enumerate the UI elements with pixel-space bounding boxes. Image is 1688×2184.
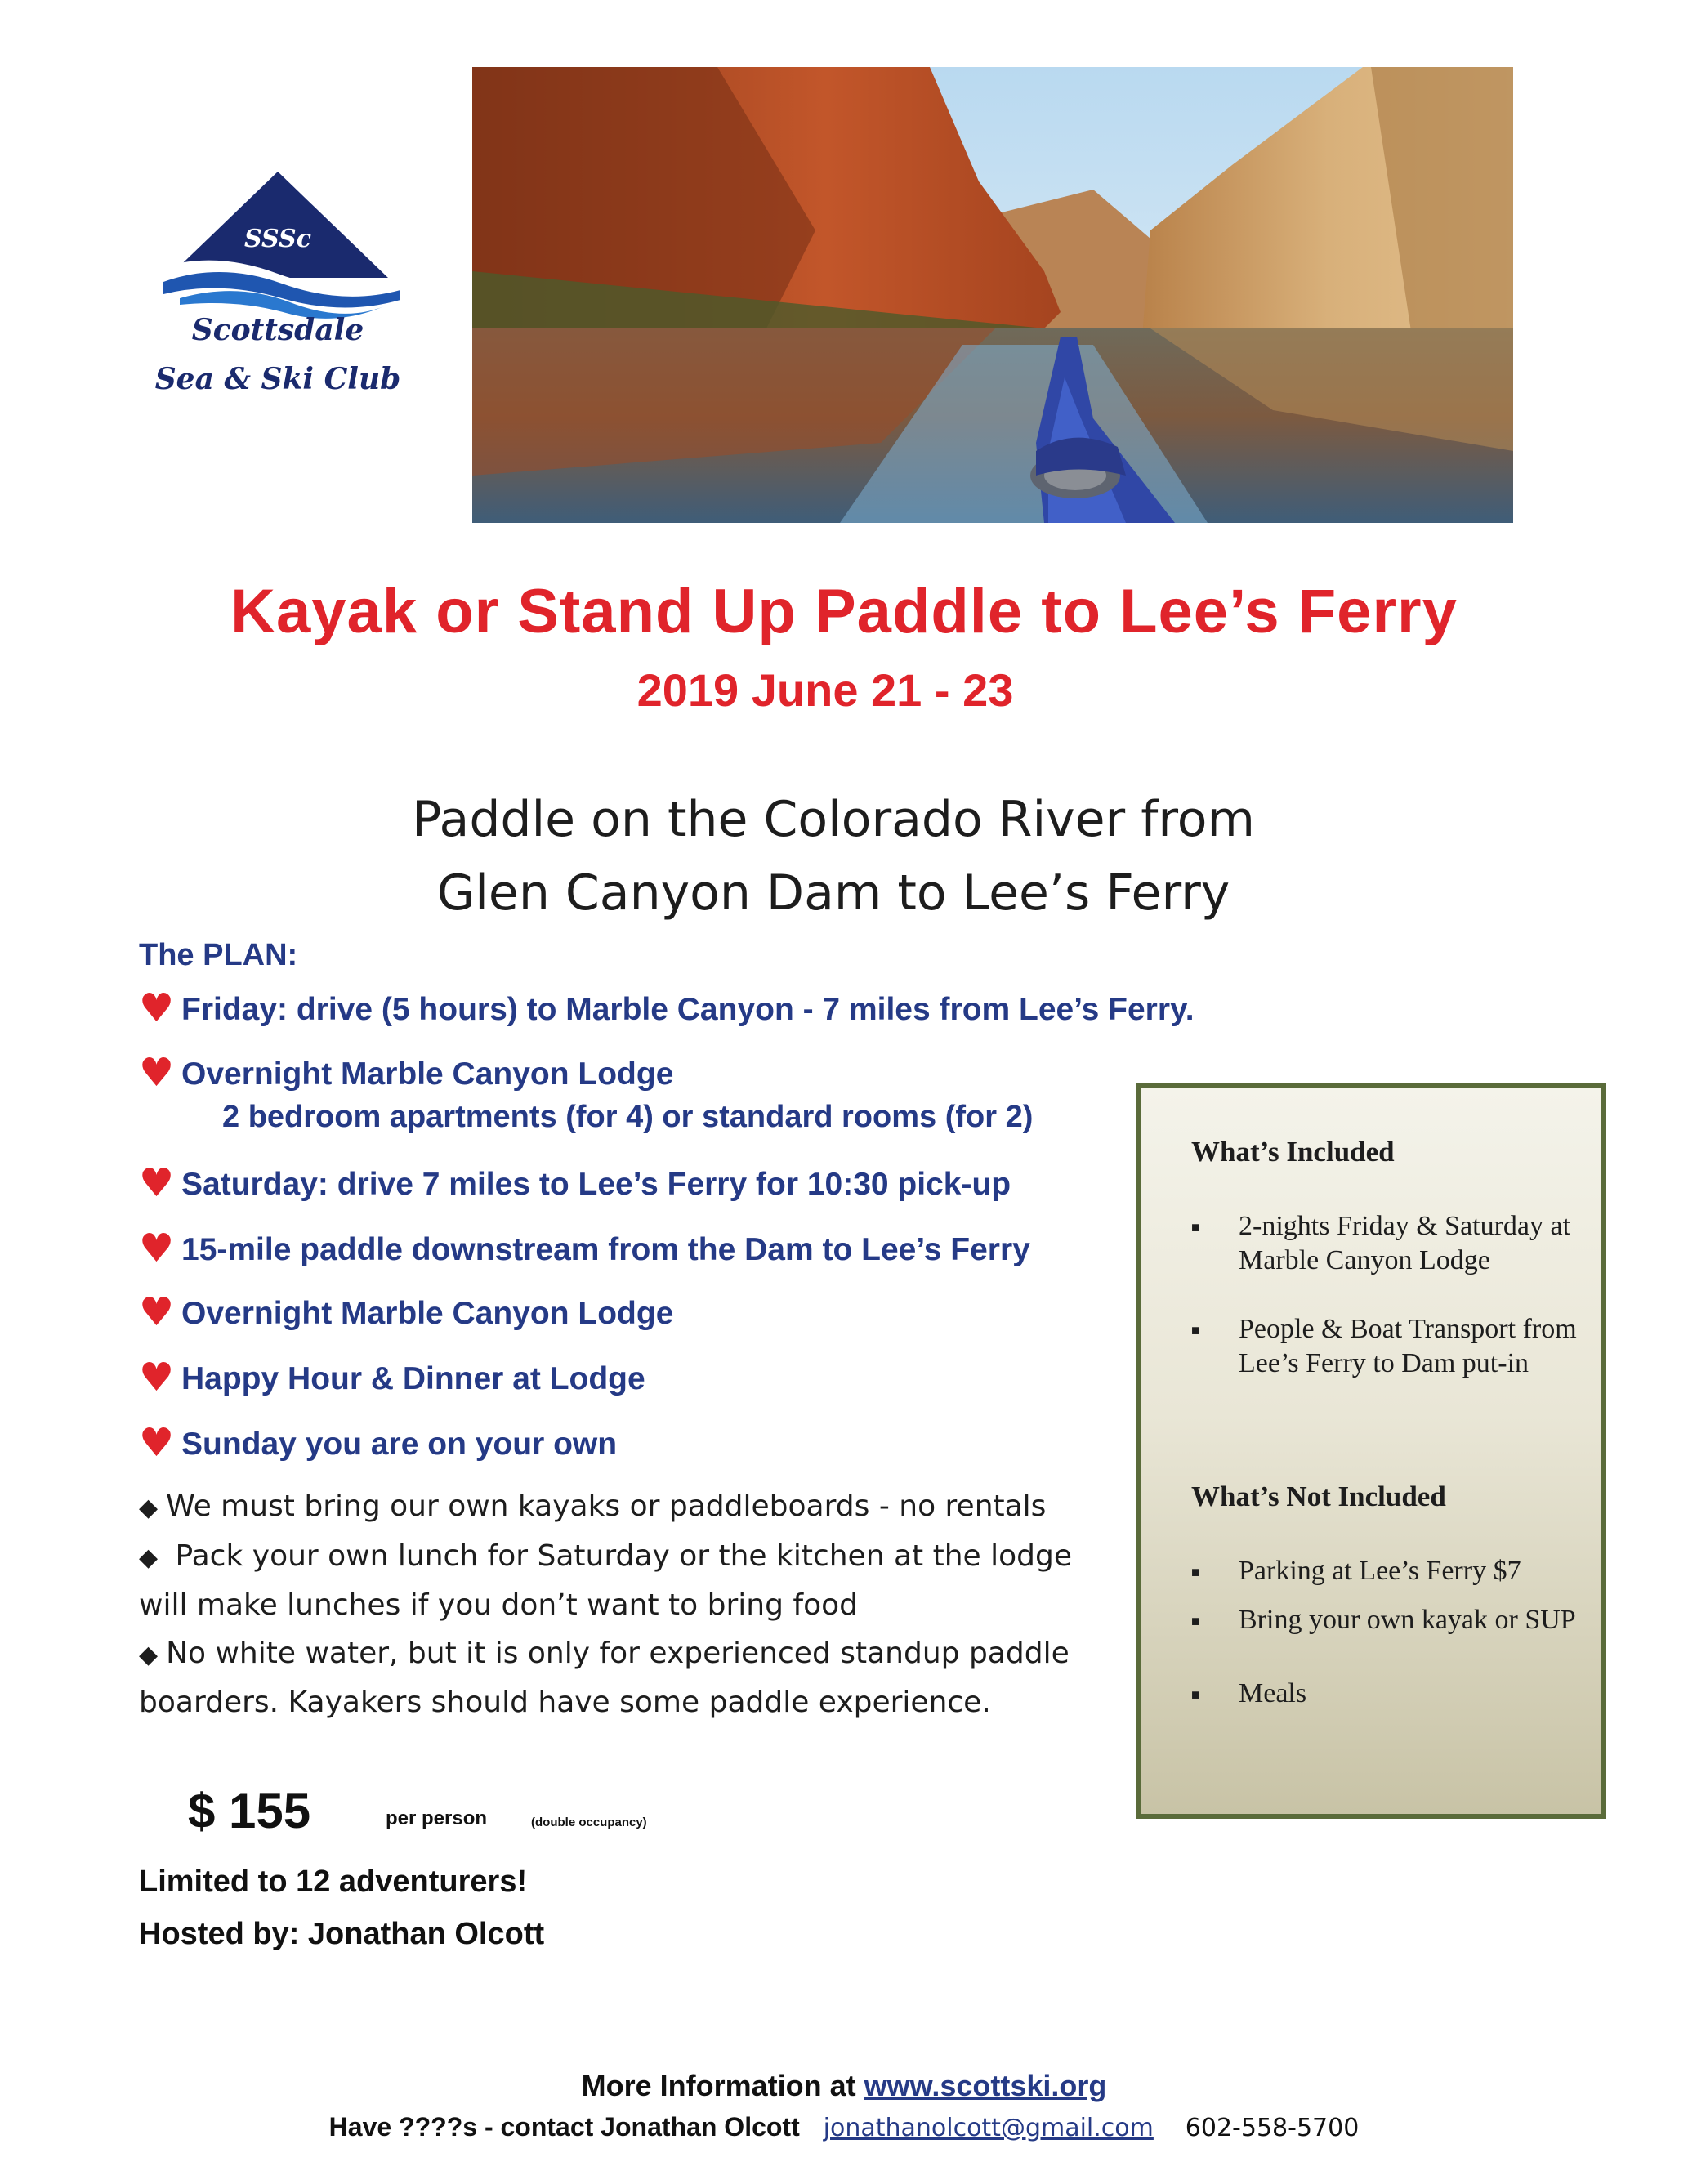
square-bullet-icon: ■ [1191,1564,1200,1580]
email-link[interactable]: jonathanolcott@gmail.com [823,2114,1154,2142]
heart-icon: ♥ [139,1050,175,1096]
subtitle-line-2: Glen Canyon Dam to Lee’s Ferry [436,864,1230,922]
event-dates: 2019 June 21 - 23 [636,664,1014,716]
square-bullet-icon: ■ [1191,1219,1200,1235]
heart-icon: ♥ [139,1160,175,1206]
heart-icon: ♥ [139,1226,175,1271]
phone-number: 602-558-5700 [1185,2114,1360,2142]
plan-item: ♥ Overnight Marble Canyon Lodge [139,1050,674,1096]
price-note: (double occupancy) [531,1816,647,1829]
plan-item: ♥ Happy Hour & Dinner at Lodge [139,1355,645,1400]
plan-item: ♥ Saturday: drive 7 miles to Lee’s Ferry for 10:30 pick-up [139,1160,1011,1206]
not-included-heading: What’s Not Included [1191,1481,1446,1512]
plan-item: ♥ Sunday you are on your own [139,1420,618,1466]
note-item: ◆ We must bring our own kayaks or paddleboards - no rentals [139,1489,1047,1523]
limited-notice: Limited to 12 adventurers! [139,1865,528,1899]
diamond-bullet-icon: ◆ [139,1641,159,1669]
plan-item: ♥ Overnight Marble Canyon Lodge [139,1289,674,1335]
note-item: ◆ Pack your own lunch for Saturday or the kitchen at the lodge will make lunches if you don’t want to bring food [139,1539,1072,1622]
logo-line2: Sea & Ski Club [154,362,401,396]
contact-line [0,2112,1688,2142]
not-included-item: Bring your own kayak or SUP [1239,1605,1576,1635]
included-heading: What’s Included [1191,1136,1395,1168]
included-box [1136,1083,1606,1819]
square-bullet-icon: ■ [1191,1322,1200,1338]
host-line: Hosted by: Jonathan Olcott [139,1917,545,1951]
contact-label: Have ????s - contact Jonathan Olcott [328,2112,800,2142]
diamond-bullet-icon: ◆ [139,1494,159,1522]
heart-icon: ♥ [139,1355,175,1400]
plan-heading: The PLAN: [139,938,298,972]
website-link[interactable]: www.scottski.org [864,2069,1107,2102]
square-bullet-icon: ■ [1191,1686,1200,1703]
not-included-item: Meals [1239,1678,1307,1708]
price-unit: per person [386,1807,488,1829]
club-logo [139,167,417,413]
heart-icon: ♥ [139,1289,175,1335]
canyon-photo [472,67,1513,523]
price-amount: $ 155 [188,1784,311,1838]
event-title: Kayak or Stand Up Paddle to Lee’s Ferry [230,577,1458,646]
more-info-label: More Information at [581,2069,856,2102]
included-item: People & Boat Transport from Lee’s Ferry to Dam put-in [1239,1314,1577,1378]
more-info-line [0,2069,1688,2103]
lodging-detail: 2 bedroom apartments (for 4) or standard rooms (for 2) [222,1100,1034,1134]
square-bullet-icon: ■ [1191,1613,1200,1629]
included-item: 2-nights Friday & Saturday at Marble Canyon Lodge [1239,1211,1571,1275]
diamond-bullet-icon: ◆ [139,1543,159,1572]
subtitle-line-1: Paddle on the Colorado River from [412,791,1255,848]
heart-icon: ♥ [139,1420,175,1466]
logo-abbr: SSSc [244,225,311,253]
note-item: ◆ No white water, but it is only for experienced standup paddle boarders. Kayakers should have some paddle experience. [139,1637,1070,1719]
heart-icon: ♥ [139,985,175,1031]
plan-item: ♥ 15-mile paddle downstream from the Dam to Lee’s Ferry [139,1226,1030,1271]
not-included-item: Parking at Lee’s Ferry $7 [1239,1556,1521,1586]
plan-item: ♥ Friday: drive (5 hours) to Marble Canyon - 7 miles from Lee’s Ferry. [139,985,1195,1031]
logo-line1: Scottsdale [191,313,364,347]
